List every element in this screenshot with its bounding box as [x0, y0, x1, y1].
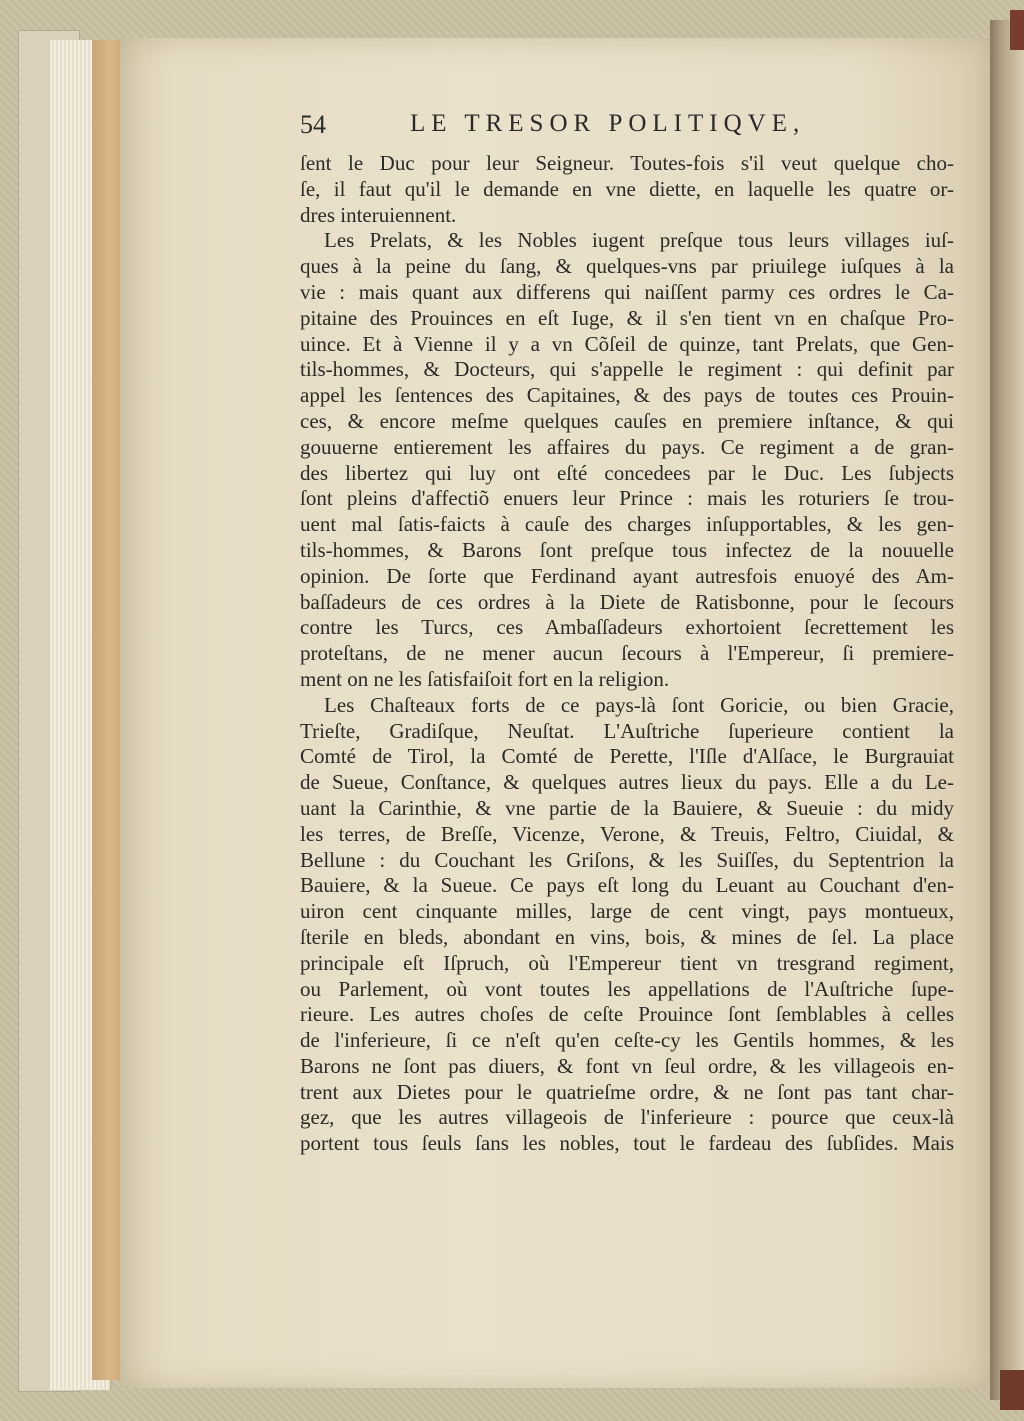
text-line: proteſtans, de ne mener aucun ſecours à l'Empereur, ſi premiere-: [300, 641, 954, 666]
text-line: baſſadeurs de ces ordres à la Diete de Ratisbonne, pour le ſecours: [300, 589, 954, 614]
text-line: dres interuiennent.: [300, 202, 457, 227]
text-line: contre les Turcs, ces Ambaſſadeurs exhortoient ſecrettement les: [300, 615, 954, 640]
text-line: Les Chaſteaux forts de ce pays-là ſont Goricie, ou bien Gracie,: [324, 692, 954, 717]
text-line: uent mal ſatis-faicts à cauſe des charges inſupportables, & les gen-: [300, 512, 954, 537]
body-text: [300, 151, 954, 1171]
text-line: Trieſte, Gradiſque, Neuſtat. L'Auſtriche ſuperieure contient la: [300, 718, 954, 743]
text-line: portent tous ſeuls ſans les nobles, tout le fardeau des ſubſides. Mais: [300, 1131, 954, 1156]
binding-corner-bottom: [1000, 1370, 1024, 1410]
text-line: principale eſt Iſpruch, où l'Empereur tient vn tresgrand regiment,: [300, 950, 954, 975]
text-line: uiron cent cinquante milles, large de cent vingt, pays montueux,: [300, 899, 954, 924]
text-line: trent aux Dietes pour le quatrieſme ordre, & ne ſont pas tant char-: [300, 1079, 954, 1104]
text-line: de l'inferieure, ſi ce n'eſt qu'en ceſte-cy les Gentils hommes, & les: [300, 1028, 954, 1053]
text-line: tils-hommes, & Barons ſont preſque tous infectez de la nouuelle: [300, 537, 954, 562]
text-line: gouuerne entierement les affaires du pays. Ce regiment a de gran-: [300, 434, 954, 459]
text-line: ſterile en bleds, abondant en vins, bois, & mines de ſel. La place: [300, 924, 954, 949]
text-line: ſe, il faut qu'il le demande en vne diette, en laquelle les quatre or-: [300, 176, 954, 201]
binding-corner-top: [1010, 10, 1024, 50]
text-line: opinion. De ſorte que Ferdinand ayant autresfois enuoyé des Am-: [300, 563, 954, 588]
text-line: les terres, de Breſſe, Vicenze, Verone, & Treuis, Feltro, Ciuidal, &: [300, 821, 954, 846]
text-line: pitaine des Prouinces en eſt Iuge, & il s'en tient vn en chaſque Pro-: [300, 305, 954, 330]
text-line: uince. Et à Vienne il y a vn Cõſeil de quinze, tant Prelats, que Gen-: [300, 331, 954, 356]
text-line: ſent le Duc pour leur Seigneur. Toutes-fois s'il veut quelque cho-: [300, 151, 954, 175]
text-line: Bellune : du Couchant les Griſons, & les Suiſſes, du Septentrion la: [300, 847, 954, 872]
text-line: vie : mais quant aux differens qui naiſſent parmy ces ordres le Ca-: [300, 279, 954, 304]
text-line: tils-hommes, & Docteurs, qui s'appelle le regiment : qui definit par: [300, 357, 954, 382]
page-header: [300, 110, 950, 150]
page-number: 54: [300, 110, 326, 139]
text-line: ces, & encore meſme quelques cauſes en premiere inſtance, & qui: [300, 408, 954, 433]
text-line: Comté de Tirol, la Comté de Perette, l'Iſle d'Alſace, le Burgrauiat: [300, 744, 954, 769]
text-line: ſont pleins d'affectiõ enuers leur Prince : mais les roturiers ſe trou-: [300, 486, 954, 511]
text-line: Bauiere, & la Sueue. Ce pays eſt long du Leuant au Couchant d'en-: [300, 873, 954, 898]
text-line: Barons ne ſont pas diuers, & font vn ſeul ordre, & les villageois en-: [300, 1053, 954, 1078]
text-line: Les Prelats, & les Nobles iugent preſque tous leurs villages iuſ-: [324, 228, 954, 253]
facing-page-edge: [990, 20, 1024, 1400]
text-line: uant la Carinthie, & vne partie de la Bauiere, & Sueuie : du midy: [300, 795, 954, 820]
text-line: de Sueue, Conſtance, & quelques autres lieux du pays. Elle a du Le-: [300, 770, 954, 795]
text-line: gez, que les autres villageois de l'inferieure : pource que ceux-là: [300, 1105, 954, 1130]
text-line: ment on ne les ſatisfaiſoit fort en la religion.: [300, 666, 670, 691]
text-line: ques à la peine du ſang, & quelques-vns par priuilege iuſques à la: [300, 254, 954, 279]
text-line: appel les ſentences des Capitaines, & des pays de toutes ces Prouin-: [300, 383, 954, 408]
text-line: rieure. Les autres choſes de ceſte Prouince ſont ſemblables à celles: [300, 1002, 954, 1027]
text-line: des libertez qui luy ont eſté concedees par le Duc. Les ſubjects: [300, 460, 954, 485]
text-line: ou Parlement, où vont toutes les appellations de l'Auſtriche ſupe-: [300, 976, 954, 1001]
running-head: LE TRESOR POLITIQVE,: [410, 110, 806, 137]
